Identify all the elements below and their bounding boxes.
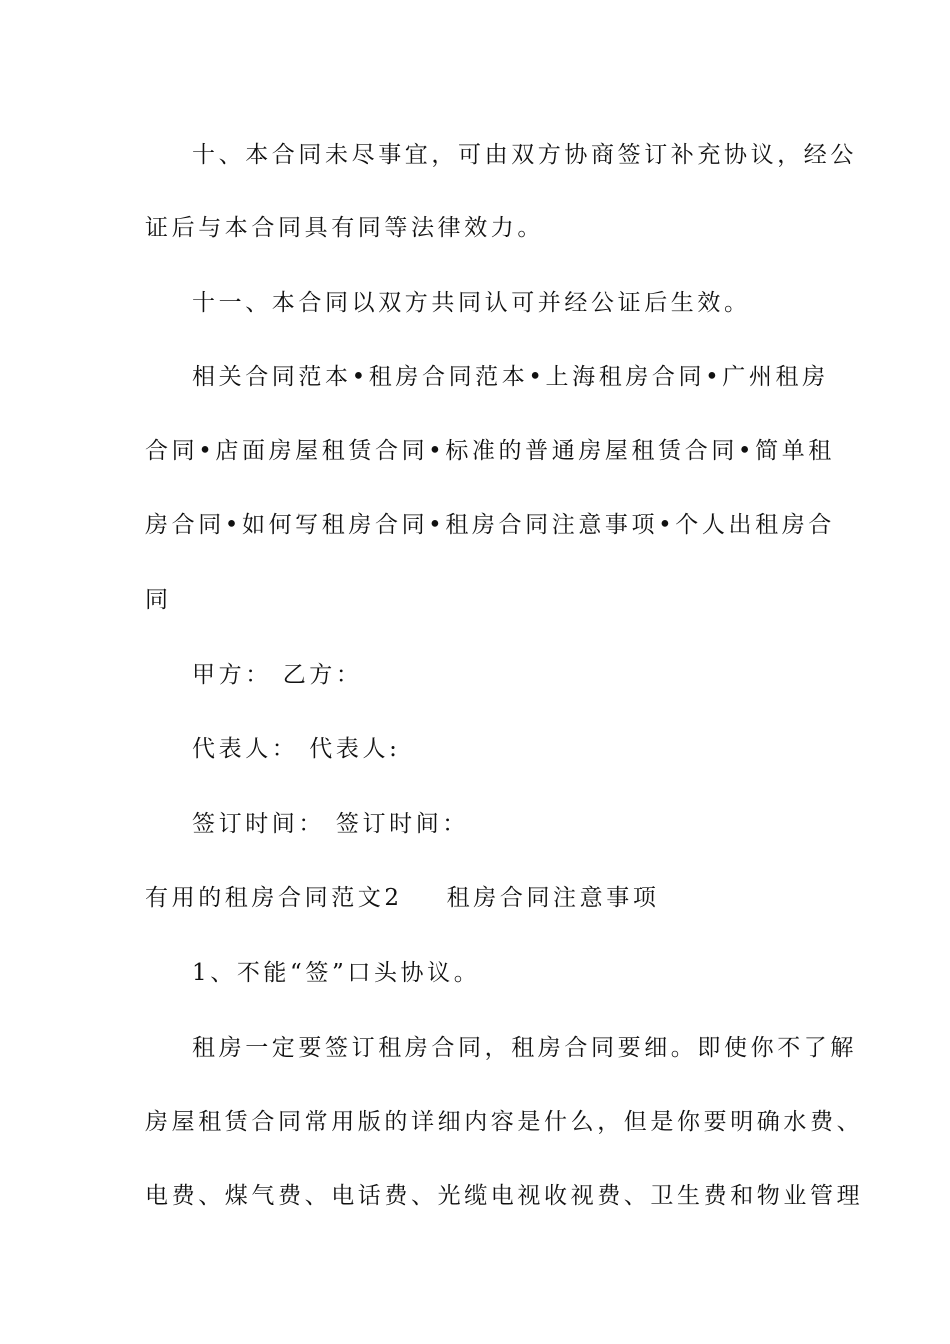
item-1-heading: 1、不能“签”口头协议。 <box>192 960 481 986</box>
section-subtitle: 租房合同注意事项 <box>446 885 660 911</box>
section-heading <box>145 883 659 913</box>
representative-signature-line: 代表人： 代表人: <box>192 736 401 762</box>
related-contracts-line-3: 房合同•如何写租房合同•租房合同注意事项•个人出租房合 <box>145 512 835 538</box>
related-contracts-line-2: 合同•店面房屋租赁合同•标准的普通房屋租赁合同•简单租 <box>145 438 835 464</box>
section-title: 有用的租房合同范文2 <box>145 885 403 911</box>
clause-10-line-2: 证后与本合同具有同等法律效力。 <box>145 215 544 241</box>
related-contracts-line-4: 同 <box>145 587 172 613</box>
party-signature-line: 甲方： 乙方： <box>192 662 363 688</box>
clause-11: 十一、本合同以双方共同认可并经公证后生效。 <box>192 290 751 316</box>
clause-10-line-1: 十、本合同未尽事宜，可由双方协商签订补充协议，经公 <box>192 142 857 168</box>
body-paragraph-line-1: 租房一定要签订租房合同，租房合同要细。即使你不了解 <box>192 1035 857 1061</box>
body-paragraph-line-2: 房屋租赁合同常用版的详细内容是什么，但是你要明确水费、 <box>145 1109 864 1135</box>
body-paragraph-line-3: 电费、煤气费、电话费、光缆电视收视费、卫生费和物业管理 <box>145 1183 864 1209</box>
signing-date-line: 签订时间： 签订时间： <box>192 811 469 837</box>
related-contracts-line-1: 相关合同范本•租房合同范本•上海租房合同•广州租房 <box>192 364 829 390</box>
